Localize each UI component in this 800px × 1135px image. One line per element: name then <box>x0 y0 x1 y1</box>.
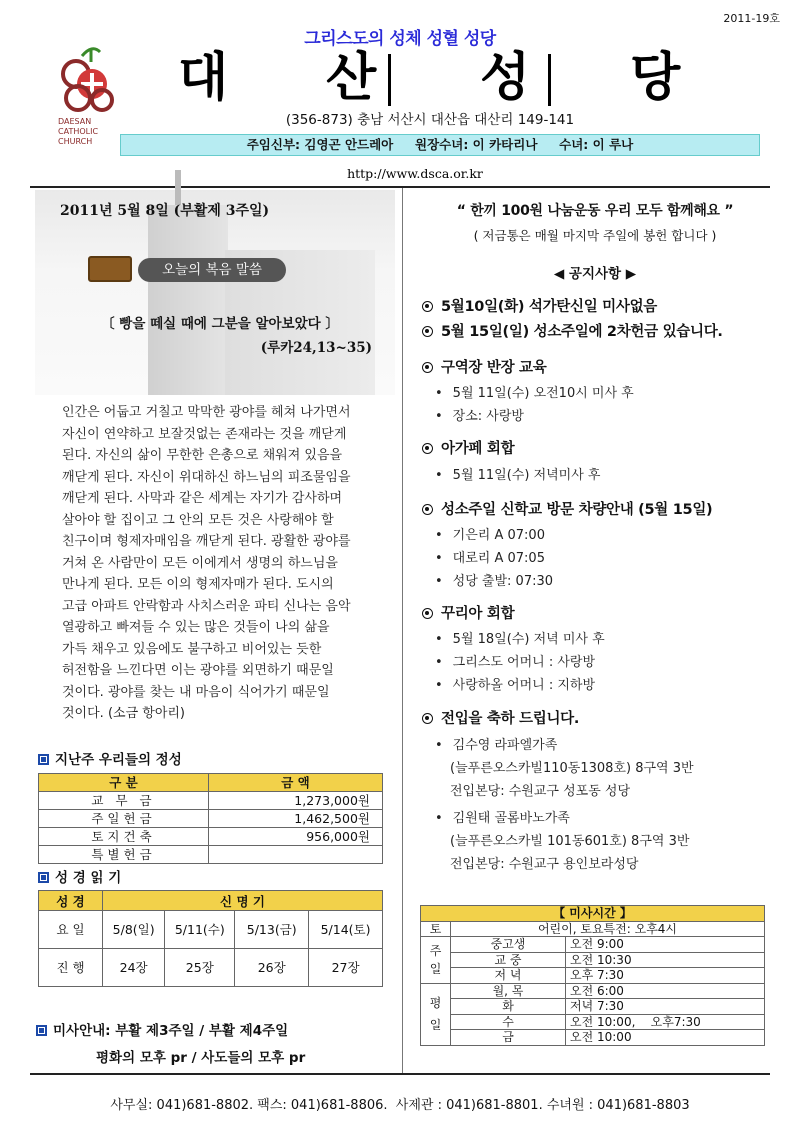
reflection-line: 깨닫게 된다. 자신이 위대하신 하느님의 피조물임을 <box>62 469 351 485</box>
offering-table <box>38 773 383 864</box>
notice-detail: • 성당 출발: 07:30 <box>435 570 553 589</box>
column-divider <box>402 188 403 1073</box>
notice-item: 5월 15일(일) 성소주일에 2차헌금 있습니다. <box>422 320 723 341</box>
reading-heading: 성 경 읽 기 <box>38 866 121 886</box>
title-char-1: 대 <box>178 47 229 108</box>
notice-item: 성소주일 신학교 방문 차량안내 (5월 15일) <box>422 498 712 519</box>
reflection-line: 것이다. (소금 항아리) <box>62 706 186 721</box>
offering-heading: 지난주 우리들의 정성 <box>38 748 182 768</box>
table-row: 저 녁 오후 7:30 <box>421 968 765 984</box>
reflection-line: 고급 아파트 안락함과 사치스러운 파티 신나는 음악 <box>62 598 351 614</box>
website-link[interactable]: http://www.dsca.or.kr <box>347 166 483 181</box>
table-row: 특별헌금 <box>39 846 383 864</box>
reflection-line: 가득 채우고 있음에도 불구하고 비어있는 듯한 <box>62 641 322 657</box>
sharing-slogan: “ 한끼 100원 나눔운동 우리 모두 함께해요 ” <box>456 203 734 219</box>
reading-table: 성 경 신 명 기 요 일 5/8(일) 5/11(수) 5/13(금) 5/14(토) 진 행 24장 25장 26장 27장 <box>38 890 383 987</box>
reflection-line: 것이다. 광야를 찾는 내 마음이 식어가기 때문일 <box>62 684 330 700</box>
transfer-address: (늘푸른오스카빌110동1308호) 8구역 3반 <box>450 761 694 776</box>
notice-item: 전입을 축하 드립니다. <box>422 707 579 728</box>
offering-col-header: 구 분 <box>39 774 209 792</box>
reflection-line: 된다. 자신의 삶이 무한한 은총으로 채워져 있음을 <box>62 448 343 463</box>
gospel-title: 〔 빵을 떼실 때에 그분을 알아보았다 〕 <box>101 316 339 332</box>
table-row: 진 행 24장 25장 26장 27장 <box>39 949 383 987</box>
book-icon <box>88 256 132 282</box>
notices-heading: ◀ 공지사항 ▶ <box>553 266 637 282</box>
circle-bullet-icon <box>422 504 433 515</box>
reflection-line: 만나게 된다. 모든 이의 형제자매가 된다. 도시의 <box>62 577 334 592</box>
reflection-line: 열광하고 빠져들 수 있는 많은 것들이 나의 삶을 <box>62 620 330 635</box>
reflection-line: 살아야 할 집이고 그 안의 모든 것은 사랑해야 할 <box>62 512 334 528</box>
notice-detail: • 5월 18일(수) 저녁 미사 후 <box>435 628 605 647</box>
table-row: 요 일 5/8(일) 5/11(수) 5/13(금) 5/14(토) <box>39 911 383 949</box>
square-bullet-icon <box>38 754 49 765</box>
notice-detail: • 사랑하올 어머니 : 지하방 <box>435 674 595 693</box>
church-name: 그리스도의 성체 성혈 성당 <box>304 29 496 49</box>
gospel-label: 오늘의 복음 말씀 <box>138 258 286 282</box>
logo-text-1: DAESAN <box>58 117 92 126</box>
church-address: (356-873) 충남 서산시 대산읍 대산리 149-141 <box>285 112 575 128</box>
top-rule <box>30 186 770 188</box>
title-char-3: 성 <box>480 47 531 108</box>
offering-col-header: 금 액 <box>209 774 383 792</box>
title-char-2: 산 <box>326 47 377 108</box>
mass-times-table <box>420 905 765 1046</box>
notice-item: 아가페 회합 <box>422 437 514 458</box>
gospel-reference: (루카24,13~35) <box>260 340 372 356</box>
title-separator <box>548 54 551 106</box>
transfer-name: • 김원태 골롬바노가족 <box>435 807 570 826</box>
notice-item: 구역장 반장 교육 <box>422 356 546 377</box>
slogan-note: ( 저금통은 매월 마지막 주일에 봉헌 합니다 ) <box>473 228 717 243</box>
reflection-line: 자신이 연약하고 보잘것없는 존재라는 것을 깨닫게 <box>62 426 347 442</box>
circle-bullet-icon <box>422 608 433 619</box>
table-row: 평일 월, 목 오전 6:00 <box>421 983 765 999</box>
circle-bullet-icon <box>422 713 433 724</box>
notice-detail: • 대로리 A 07:05 <box>435 547 545 566</box>
circle-bullet-icon <box>422 443 433 454</box>
table-row: 교 중 오전 10:30 <box>421 952 765 968</box>
church-photo-tower <box>148 205 228 395</box>
gospel-reflection <box>62 402 380 725</box>
bulletin-date: 2011년 5월 8일 (부활제 3주일) <box>60 203 270 219</box>
circle-bullet-icon <box>422 362 433 373</box>
circle-bullet-icon <box>422 326 433 337</box>
circle-bullet-icon <box>422 301 433 312</box>
logo-text-3: CHURCH <box>58 137 93 146</box>
table-row: 화 저녁 7:30 <box>421 999 765 1015</box>
staff-bar: 주임신부: 김영곤 안드레아 원장수녀: 이 카타리나 수녀: 이 루나 <box>120 134 760 156</box>
reflection-line: 거쳐 온 사람만이 모든 이에게서 생명의 하느님을 <box>62 555 338 571</box>
notice-item: 꾸리아 회합 <box>422 602 514 623</box>
issue-number: 2011-19호 <box>723 12 780 25</box>
table-row: 주일헌금 1,462,500원 <box>39 810 383 828</box>
square-bullet-icon <box>38 872 49 883</box>
notice-detail: • 5월 11일(수) 저녁미사 후 <box>435 464 601 483</box>
table-row: 금 오전 10:00 <box>421 1030 765 1046</box>
transfer-name: • 김수영 라파엘가족 <box>435 734 557 753</box>
reflection-line: 인간은 어둡고 거칠고 막막한 광야를 헤쳐 나가면서 <box>62 405 351 420</box>
table-row: 교 무 금 1,273,000원 <box>39 792 383 810</box>
transfer-address: (늘푸른오스카빌 101동601호) 8구역 3반 <box>450 834 690 849</box>
reflection-line: 허전함을 느낀다면 이는 광야를 외면하기 때문일 <box>62 663 334 678</box>
contact-footer: 사무실: 041)681-8802. 팩스: 041)681-8806. 사제관 : 041)681-8801. 수녀원 : 041)681-8803 <box>110 1098 690 1113</box>
bottom-rule <box>30 1073 770 1075</box>
square-bullet-icon <box>36 1025 47 1036</box>
mass-guide-groups: 평화의 모후 pr / 사도들의 모후 pr <box>96 1050 306 1066</box>
notice-item: 5월10일(화) 석가탄신일 미사없음 <box>422 295 657 316</box>
logo-text-2: CATHOLIC <box>58 127 99 136</box>
notice-detail: • 장소: 사랑방 <box>435 405 524 424</box>
transfer-parish: 전입본당: 수원교구 용인보라성당 <box>450 857 639 872</box>
reflection-line: 친구이며 형제자매임을 깨닫게 된다. 광활한 광야를 <box>62 534 351 549</box>
main-title <box>150 48 790 108</box>
mass-times-caption: 【 미사시간 】 <box>421 906 765 922</box>
mass-guide: 미사안내: 부활 제3주일 / 부활 제4주일 <box>36 1019 396 1039</box>
notice-detail: • 그리스도 어머니 : 사랑방 <box>435 651 595 670</box>
table-row: 주일 중고생 오전 9:00 <box>421 937 765 953</box>
reflection-line: 깨닫게 된다. 사막과 같은 세계는 자기가 감사하며 <box>62 491 343 506</box>
title-char-4: 당 <box>630 47 681 108</box>
notice-detail: • 기은리 A 07:00 <box>435 524 545 543</box>
table-row: 수 오전 10:00, 오후7:30 <box>421 1014 765 1030</box>
table-row: 토 어린이, 토요특전: 오후4시 <box>421 921 765 937</box>
transfer-parish: 전입본당: 수원교구 성포동 성당 <box>450 784 631 799</box>
notice-detail: • 5월 11일(수) 오전10시 미사 후 <box>435 382 634 401</box>
title-separator <box>388 54 391 106</box>
table-row: 토지건축 956,000원 <box>39 828 383 846</box>
